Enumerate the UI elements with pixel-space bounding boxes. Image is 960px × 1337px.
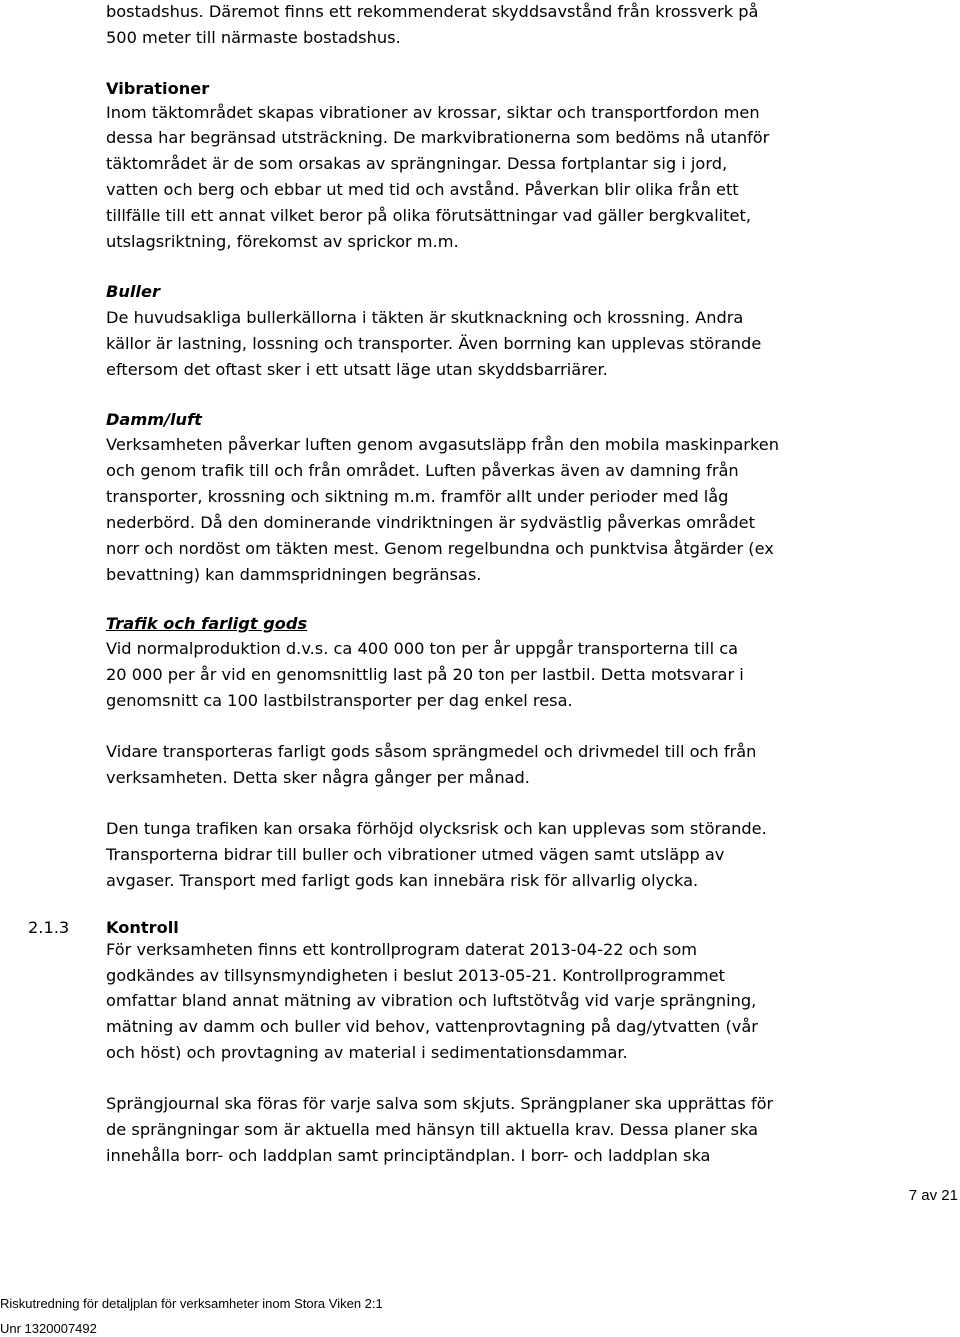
section-heading: Kontroll (106, 918, 179, 937)
text-line: godkändes av tillsynsmyndigheten i beslut 2013-05-21. Kontrollprogrammet (106, 966, 725, 985)
text-line: genomsnitt ca 100 lastbilstransporter per dag enkel resa. (106, 691, 573, 710)
text-line: eftersom det oftast sker i ett utsatt läge utan skyddsbarriärer. (106, 360, 608, 379)
section-heading: Damm/luft (106, 410, 202, 429)
text-line: vatten och berg och ebbar ut med tid och avstånd. Påverkan blir olika från ett (106, 180, 739, 199)
text-line: Inom täktområdet skapas vibrationer av krossar, siktar och transportfordon men (106, 103, 760, 122)
text-line: de sprängningar som är aktuella med hänsyn till aktuella krav. Dessa planer ska (106, 1120, 759, 1139)
text-line: Sprängjournal ska föras för varje salva som skjuts. Sprängplaner ska upprättas för (106, 1094, 774, 1113)
text-line: Verksamheten påverkar luften genom avgasutsläpp från den mobila maskinparken (106, 435, 779, 454)
text-line: tillfälle till ett annat vilket beror på olika förutsättningar vad gäller bergkvalitet, (106, 206, 751, 225)
text-line: täktområdet är de som orsakas av sprängningar. Dessa fortplantar sig i jord, (106, 154, 728, 173)
footer-title: Riskutredning för detaljplan för verksamheter inom Stora Viken 2:1 (0, 1296, 383, 1311)
text-line: källor är lastning, lossning och transporter. Även borrning kan upplevas störande (106, 334, 762, 353)
text-line: För verksamheten finns ett kontrollprogram daterat 2013-04-22 och som (106, 940, 698, 959)
text-line: bevattning) kan dammspridningen begränsas. (106, 565, 482, 584)
text-line: innehålla borr- och laddplan samt principtändplan. I borr- och laddplan ska (106, 1146, 711, 1165)
text-line: dessa har begränsad utsträckning. De markvibrationerna som bedöms nå utanför (106, 128, 770, 147)
text-line: och genom trafik till och från området. Luften påverkas även av damning från (106, 461, 739, 480)
text-line: avgaser. Transport med farligt gods kan innebära risk för allvarlig olycka. (106, 871, 699, 890)
text-line: Vid normalproduktion d.v.s. ca 400 000 ton per år uppgår transporterna till ca (106, 639, 739, 658)
text-line: De huvudsakliga bullerkällorna i täkten är skutknackning och krossning. Andra (106, 308, 744, 327)
section-heading: Buller (106, 282, 160, 301)
text-line: verksamheten. Detta sker några gånger per månad. (106, 768, 530, 787)
footer-report-number: Unr 1320007492 (0, 1321, 97, 1336)
text-line: Transporterna bidrar till buller och vibrationer utmed vägen samt utsläpp av (106, 845, 725, 864)
text-line: norr och nordöst om täkten mest. Genom regelbundna och punktvisa åtgärder (ex (106, 539, 774, 558)
section-heading: Vibrationer (106, 79, 210, 98)
text-line: 500 meter till närmaste bostadshus. (106, 28, 401, 47)
text-line: omfattar bland annat mätning av vibration och luftstötvåg vid varje sprängning, (106, 991, 757, 1010)
page-number: 7 av 21 (908, 1187, 958, 1204)
text-line: 20 000 per år vid en genomsnittlig last på 20 ton per lastbil. Detta motsvarar i (106, 665, 744, 684)
text-line: Vidare transporteras farligt gods såsom sprängmedel och drivmedel till och från (106, 742, 757, 761)
section-heading: Trafik och farligt gods (106, 614, 308, 633)
text-line: mätning av damm och buller vid behov, vattenprovtagning på dag/ytvatten (vår (106, 1017, 758, 1036)
text-line: bostadshus. Däremot finns ett rekommenderat skyddsavstånd från krossverk på (106, 2, 759, 21)
section-number: 2.1.3 (28, 918, 70, 937)
text-line: nederbörd. Då den dominerande vindriktningen är sydvästlig påverkas området (106, 513, 755, 532)
text-line: utslagsriktning, förekomst av sprickor m.m. (106, 232, 459, 251)
text-line: transporter, krossning och siktning m.m. framför allt under perioder med låg (106, 487, 729, 506)
text-line: Den tunga trafiken kan orsaka förhöjd olycksrisk och kan upplevas som störande. (106, 819, 767, 838)
text-line: och höst) och provtagning av material i sedimentationsdammar. (106, 1043, 628, 1062)
